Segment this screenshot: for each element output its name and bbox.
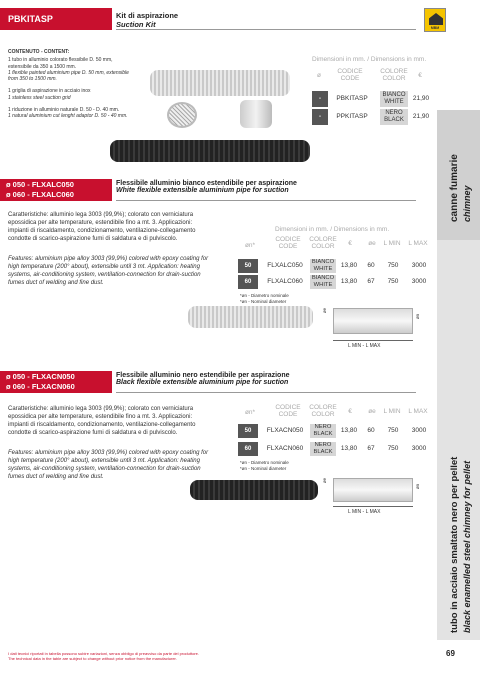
sec2-row-de: 60 [367,262,375,269]
suction-grid-image [167,102,197,128]
sec3-row-lmax: 3000 [411,427,427,434]
sec2-row-lmax: 3000 [411,278,427,285]
sec3-title [116,372,416,393]
sec2-title-en: White flexible extensible aluminium pipe for suction [116,187,289,194]
sec2-row-code: FLXALC050 [267,262,303,269]
sec3-code-1: ø 050 - FLXACN050 [6,372,75,381]
side-label-en: chimney [462,185,472,222]
sec2-col-dn: øn* [244,242,256,249]
header-title-it: Kit di aspirazione [116,11,179,20]
sec2-row-lmax: 3000 [411,262,427,269]
side-label2-en: black enamelled steel chimney for pellet [462,460,472,633]
sec3-title-it: Flessibile alluminio nero estendibile per aspirazione [116,372,290,379]
white-flex-pipe-image [188,306,313,328]
sec3-row-code: FLXACN050 [266,427,304,434]
kit-content [8,49,158,120]
sec3-note-2: *øn - Nominal diameter [240,465,287,471]
sec2-note-2: *øn - Nominal diameter [240,298,287,304]
kit-row-code: PPKITASP [336,113,368,120]
kit-col-code: CODICE CODE [337,68,363,82]
header-title [116,8,416,30]
sec3-row-dn: 50 [238,424,258,438]
kit-row-code: PBKITASP [336,95,368,102]
sec3-col-price: € [348,408,352,415]
sec3-row-lmin: 750 [387,427,399,434]
sec3-row-color: NERO BLACK [313,424,333,437]
sec2-row-price: 13,80 [340,262,358,269]
sec2-row-dn: 50 [238,259,258,273]
sec2-row-dn: 60 [238,275,258,289]
sec3-row-de: 60 [367,427,375,434]
side-tab-pellet [437,240,480,640]
sec2-title [116,180,416,201]
side-label-it: canne fumarie [449,154,460,222]
kit-col-color: COLORE COLOR [380,68,408,82]
kit-line: 1 flexible painted aluminium pipe D. 50 mm, extensible [8,69,129,76]
sec3-col-color: COLORE COLOR [309,404,337,418]
sec2-code-2: ø 060 - FLXALC060 [6,190,74,199]
sec2-row-code: FLXALC060 [267,278,303,285]
house-icon [429,13,443,25]
sec3-row-lmax: 3000 [411,445,427,452]
header-code: PBKITASP [0,8,112,30]
sec3-col-de: øe [368,408,376,415]
sec3-notes [240,460,289,471]
sec2-col-code: CODICE CODE [275,236,301,250]
sec2-title-it: Flessibile alluminio bianco estendibile per aspirazione [116,180,297,187]
sec2-dim-header: Dimensioni in mm. / Dimensions in mm. [275,226,390,233]
header-title-en: Suction Kit [116,20,156,29]
sec3-row-price: 13,80 [340,445,358,452]
sec3-col-code: CODICE CODE [275,404,301,418]
sec3-desc-it: Caratteristiche: alluminio lega 3003 (99,9%); colorato con verniciatura epossidica per alte temperature, estendibile fino a mt. 3. Applicazioni: impianti di riscaldamento, condizionamento, ventilazione-collegamento condotte di scarico-aspirazione fumi di saldatura e di pulviscolo. [8,406,196,436]
sec3-row-price: 13,80 [340,427,358,434]
sec2-code-1: ø 050 - FLXALC050 [6,180,74,189]
kit-line: estensibile da 350 a 1500 mm. [8,63,77,70]
sec3-row-lmin: 750 [387,445,399,452]
black-pipe-image [110,140,310,162]
kit-line: 1 riduzione in alluminio naturale D. 50 - D. 40 mm. [8,107,120,114]
side-tab-chimney [437,110,480,240]
kit-col-price: € [418,72,422,79]
pipe-diagram [333,478,413,502]
sec3-code-2: ø 060 - FLXACN060 [6,382,75,391]
kit-row-color: BIANCO WHITE [382,92,406,105]
sec3-col-lmax: L MAX [408,408,428,415]
kit-row-color: NERO BLACK [384,110,404,123]
brand-logo [424,8,446,32]
diagram-dn: øn [415,313,421,320]
sec3-col-dn: øn* [244,409,256,416]
sec2-row-price: 13,80 [340,278,358,285]
kit-row-price: 21,90 [412,113,430,120]
sec3-codes [0,371,112,393]
kit-row-diam: - [312,109,328,125]
footer-line-2: The technical data in the table are subject to change without prior notice from the manufacturer. [8,656,177,661]
dim-line [333,506,413,507]
kit-line: from 350 to 1500 mm. [8,76,57,83]
sec2-col-de: øe [368,240,376,247]
sec2-notes [240,293,289,304]
dim-line [333,340,413,341]
sec3-desc-en: Features: aluminium pipe alloy 3003 (99,9%) colored with epoxy coating for high temperature (200° about), extensible until 3 mt. Application: heating systems, air-conditioning system, ventilation-connection for drain-suction fumes duct of welding and fine dust. [8,450,209,480]
diagram-de: øe [322,477,328,484]
page-number: 69 [446,649,455,658]
logo-text: MBM [430,26,440,30]
sec2-row-color: BIANCO WHITE [311,259,335,272]
diagram-de: øe [322,307,328,314]
white-pipe-image [150,70,290,96]
kit-dim-header: Dimensioni in mm. / Dimensions in mm. [312,56,427,63]
kit-content-title: CONTENUTO - CONTENT: [8,49,70,55]
kit-line: 1 griglia di aspirazione in acciaio inox [8,88,91,95]
sec2-col-color: COLORE COLOR [309,236,337,250]
adaptor-image [240,100,272,128]
sec2-row-de: 67 [367,278,375,285]
sec3-row-de: 67 [367,445,375,452]
diagram-dn: øn [415,483,421,490]
sec2-codes [0,179,112,201]
sec3-col-lmin: L MIN [383,408,401,415]
sec2-desc-en: Features: aluminium pipe alloy 3003 (99,9%) colored with epoxy coating for high temperature (200° about), extensible until 3 mt. Application: heating systems, air-conditioning system, ventilation-connection for drain-suction fumes duct of welding and fine dust. [8,256,209,286]
black-flex-pipe-image [190,480,318,500]
diagram-label: L MIN - L MAX [348,343,381,349]
sec2-col-lmax: L MAX [408,240,428,247]
footer-line-1: I dati tecnici riportati in tabella possono subire variazioni, senza obbligo di preavviso da parte del produttore. [8,651,199,656]
kit-row-price: 21,90 [412,95,430,102]
sec3-note-1: *øn - Diametro nominale [240,460,289,465]
sec2-row-lmin: 750 [387,262,399,269]
sec2-col-lmin: L MIN [383,240,401,247]
footer-disclaimer [8,651,199,661]
side-label2-it: tubo in acciaio smaltato nero per pellet [449,456,460,633]
sec3-row-dn: 60 [238,442,258,456]
diagram-label: L MIN - L MAX [348,509,381,515]
sec2-desc-it: Caratteristiche: alluminio lega 3003 (99,9%); colorato con verniciatura epossidica per alte temperature, estendibile fino a mt. 3. Applicazioni: impianti di riscaldamento, condizionamento, ventilazione-collegamento condotte di scarico-aspirazione fumi di saldatura e di pulviscolo. [8,212,196,242]
sec3-row-color: NERO BLACK [313,442,333,455]
sec3-row-code: FLXACN060 [266,445,304,452]
kit-row-diam: - [312,91,328,107]
kit-line: 1 natural aluminium cut lenght adaptor D. 50 - 40 mm. [8,113,128,120]
kit-line: 1 stainless steel suction grid [8,94,71,101]
kit-col-diam: ø [317,72,321,79]
sec2-row-lmin: 750 [387,278,399,285]
kit-line: 1 tubo in alluminio colorato flessibile D. 50 mm, [8,57,113,64]
sec3-title-en: Black flexible extensible aluminium pipe for suction [116,379,289,386]
sec2-row-color: BIANCO WHITE [311,275,335,288]
pipe-diagram [333,308,413,334]
sec2-note-1: *øn - Diametro nominale [240,293,289,298]
sec2-col-price: € [348,240,352,247]
